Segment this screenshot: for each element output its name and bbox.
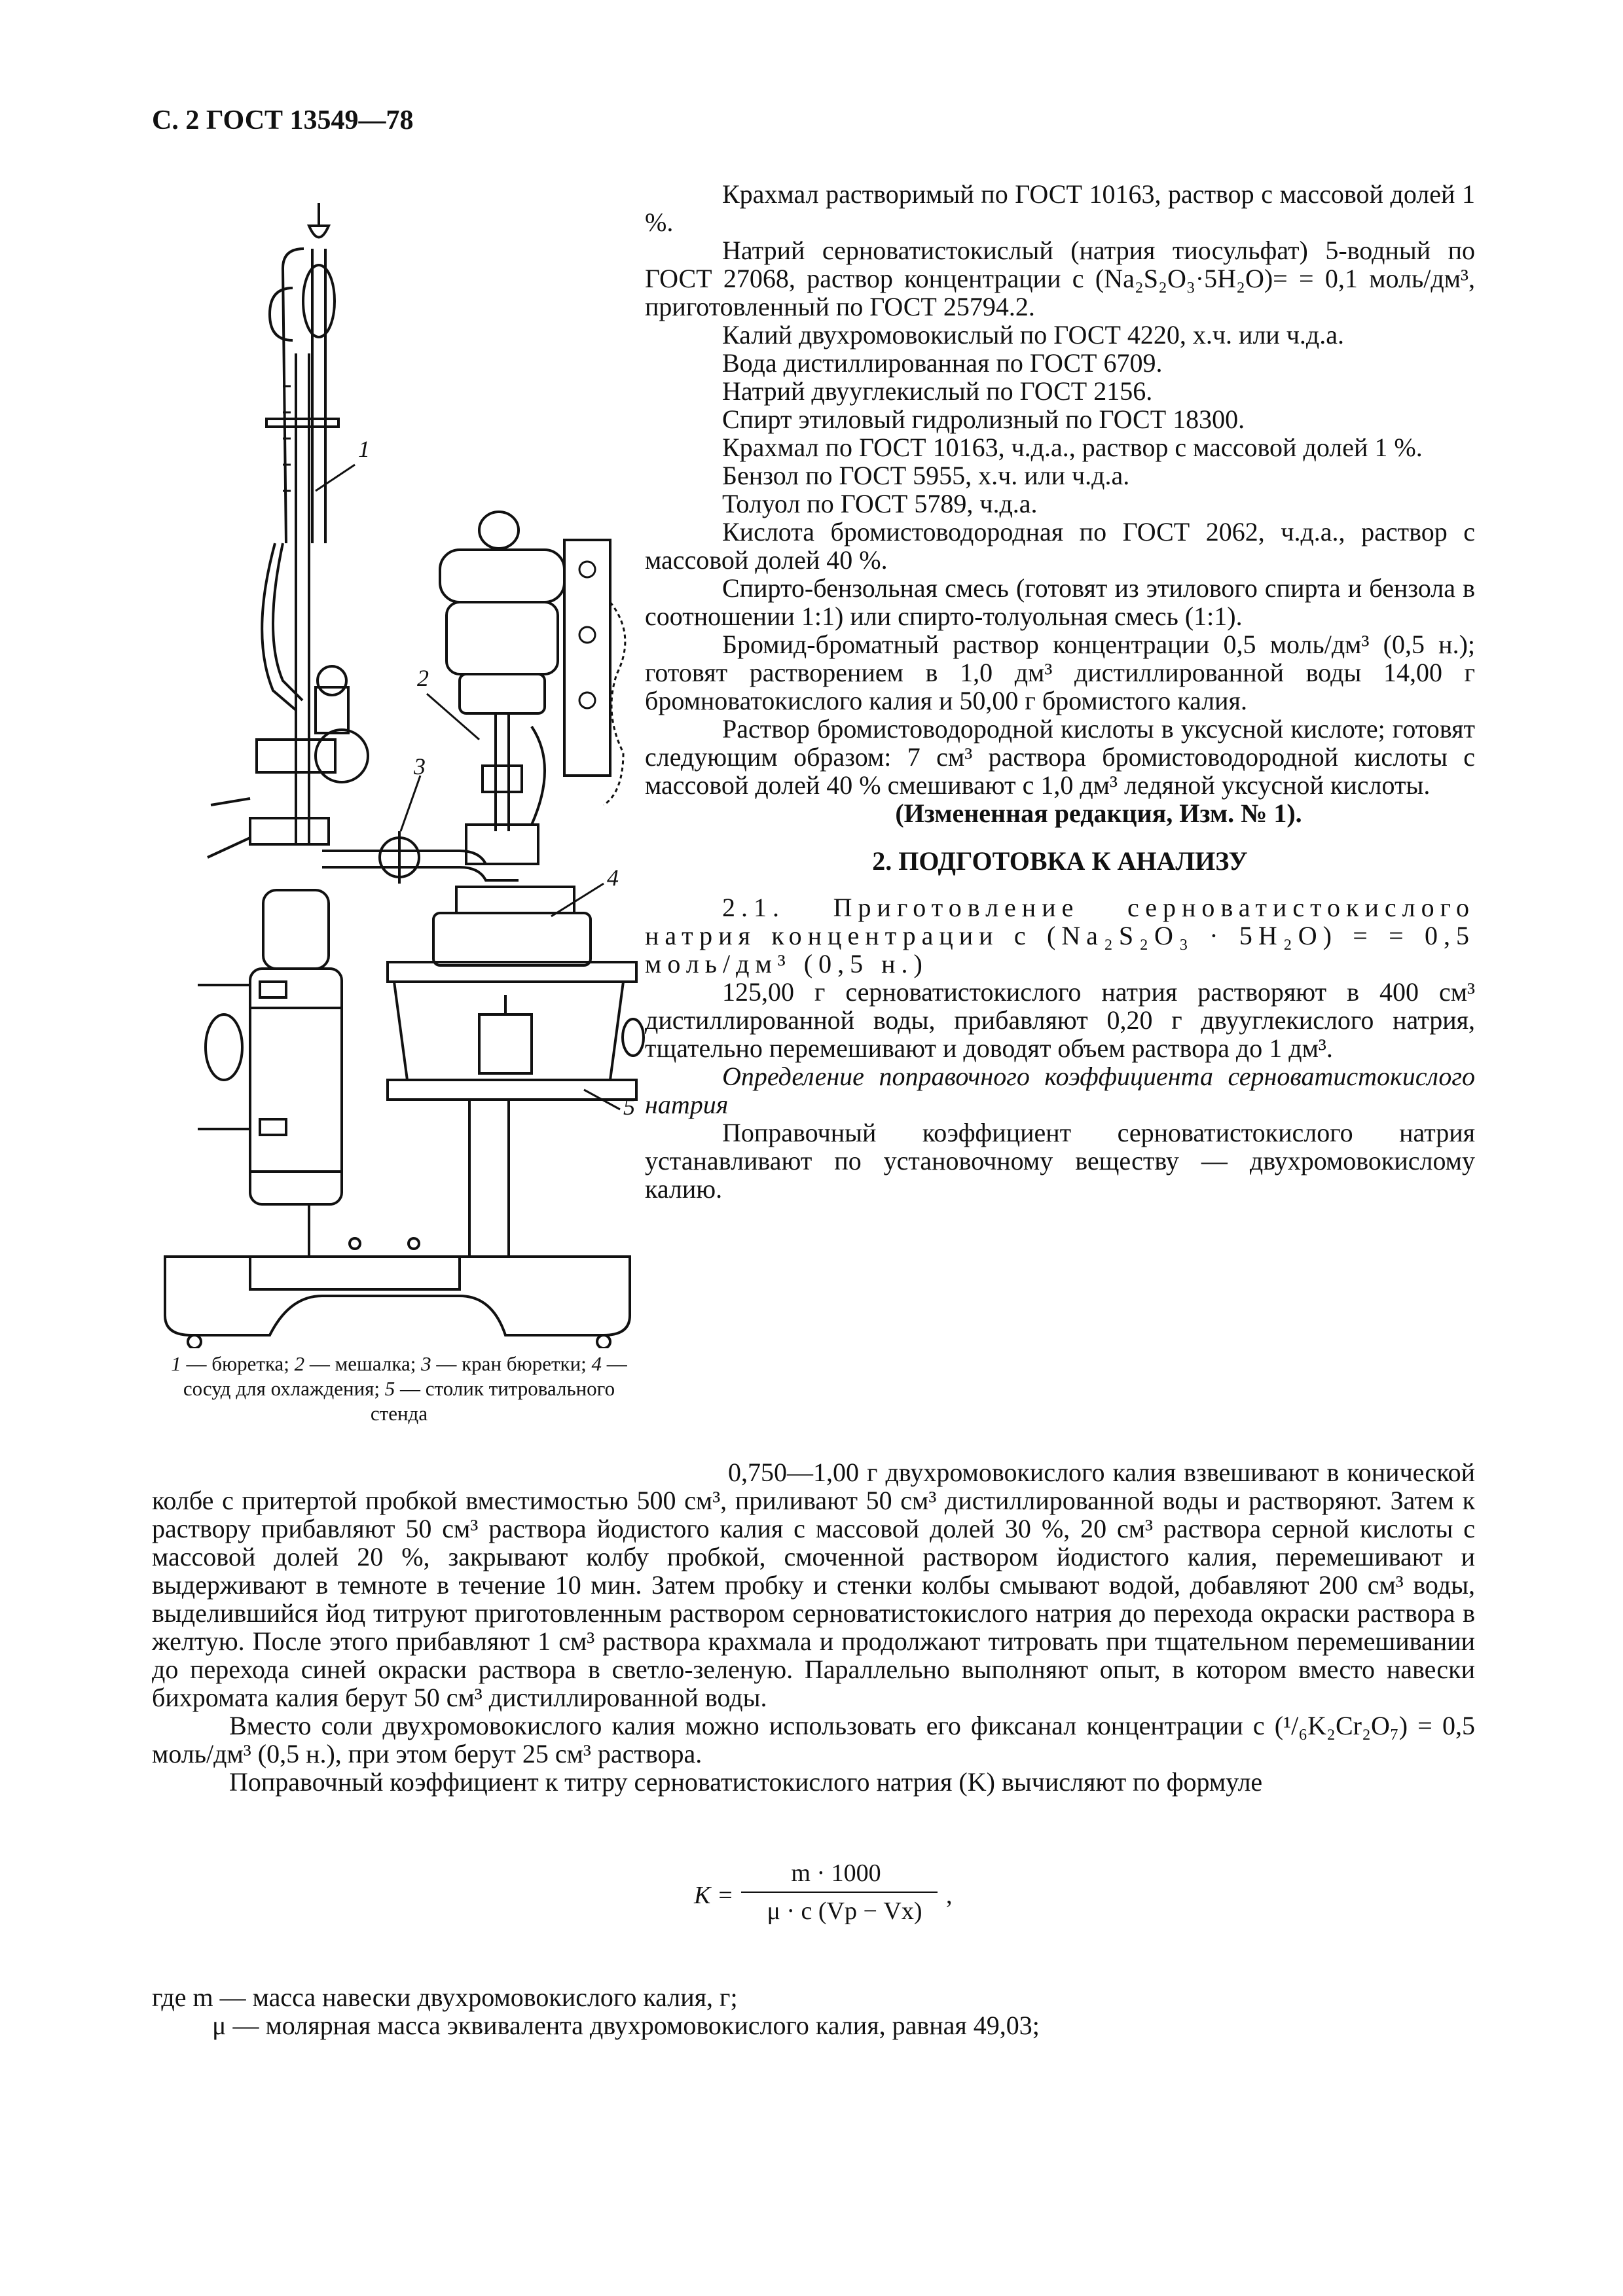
fixanal-paragraph: Вместо соли двухромовокислого калия можно использовать его фиксанал концентрации c (¹/₆K₂Cr₂O₇) = 0,5 моль/дм³ (0,5 н.), при этом берут 25 см³ раствора. [152, 1711, 1475, 1768]
reagent-toluene: Толуол по ГОСТ 5789, ч.д.а. [722, 489, 1038, 518]
where-mu: μ — молярная масса эквивалента двухромовокислого калия, равная 49,03; [212, 2011, 1040, 2040]
coef-paragraph: Поправочный коэффициент серноватистокислого натрия устанавливают по установочному веществу — двухромовокислому калию. [645, 1118, 1475, 1204]
figure-label-2: 2 [417, 665, 429, 691]
subsection-heading: 2.1. Приготовление серноватистокислого натрия концентрации c (Na₂S₂O₃ · 5H₂O) = = 0,5 моль/дм³ (0,5 н.) [645, 893, 1475, 978]
titration-stand-figure [152, 177, 663, 1348]
right-column [645, 180, 1475, 1203]
figure-label-3: 3 [414, 753, 426, 780]
where-m: где m — масса навески двухромовокислого калия, г; [152, 1982, 738, 2012]
reagent-bromide-bromate: Бромид-броматный раствор концентрации 0,5 моль/дм³ (0,5 н.); готовят растворением в 1,0 дм³ дистиллированной воды 14,00 г бромноватокислого калия и 50,00 г бромистого калия. [645, 630, 1475, 715]
formula-numerator: m · 1000 [791, 1859, 881, 1887]
reagent-hydrobromic-acid: Кислота бромистоводородная по ГОСТ 2062, ч.д.а., раствор с массовой долей 40 %. [645, 517, 1475, 575]
figure-label-1: 1 [358, 436, 370, 462]
reagent-starch: Крахмал по ГОСТ 10163, ч.д.а., раствор с массовой долей 1 %. [722, 433, 1423, 462]
reagent-sodium-thiosulfate: Натрий серноватистокислый (натрия тиосульфат) 5-водный по ГОСТ 27068, раствор концентрации c (Na₂S₂O₃·5H₂O)= = 0,1 моль/дм³, приготовленный по ГОСТ 25794.2. [645, 236, 1475, 321]
reagent-sodium-bicarbonate: Натрий двууглекислый по ГОСТ 2156. [722, 376, 1153, 406]
fraction-bar [741, 1892, 938, 1893]
amendment-note: (Измененная редакция, Изм. № 1). [895, 798, 1302, 828]
where-block [152, 1983, 1475, 2039]
titration-stand-drawing [152, 177, 663, 1348]
formula-denominator: μ · c (Vр − Vх) [767, 1897, 922, 1925]
formula-lhs: K = [694, 1882, 734, 1909]
formula-intro: Поправочный коэффициент к титру серноватистокислого натрия (K) вычисляют по формуле [229, 1767, 1263, 1797]
italic-heading: Определение поправочного коэффициента серноватистокислого натрия [645, 1062, 1475, 1119]
full-width-text [152, 1458, 1475, 1796]
reagent-hbr-acetic: Раствор бромистоводородной кислоты в уксусной кислоте; готовят следующим образом: 7 см³ раствора бромистоводородной кислоты с массовой долей 40 % смешивают с 1,0 дм³ ледяной уксусной кислоты. [645, 714, 1475, 800]
procedure-paragraph: 0,750—1,00 г двухромовокислого калия взвешивают в конической колбе с притертой пробкой вместимостью 500 см³, приливают 50 см³ дистиллированной воды и растворяют. Затем к раствору прибавляют 50 см³ раствора йодистого калия с массовой долей 30 %, 20 см³ раствора серной кислоты с массовой долей 20 %, закрывают колбу пробкой, смоченной раствором йодистого калия, перемешивают и выдерживают в темноте в течение 10 мин. Затем пробку и стенки колбы смывают водой, добавляют 200 см³ воды, выделившийся йод титруют приготовленным раствором серноватистокислого натрия до перехода окраски раствора в желтую. После этого прибавляют 1 см³ раствора крахмала и продолжают титровать при тщательном перемешивании до перехода синей окраски раствора в светло-зеленую. Параллельно выполняют опыт, в котором вместо навески бихромата калия берут 50 см³ дистиллированной воды. [152, 1458, 1475, 1712]
section-title: 2. ПОДГОТОВКА К АНАЛИЗУ [872, 846, 1248, 876]
figure-label-5: 5 [623, 1094, 635, 1120]
formula-k [694, 1854, 1021, 1932]
reagent-starch-soluble: Крахмал растворимый по ГОСТ 10163, раствор с массовой долей 1 %. [645, 179, 1475, 237]
reagent-benzene: Бензол по ГОСТ 5955, х.ч. или ч.д.а. [722, 461, 1130, 490]
formula-tail: , [946, 1882, 953, 1909]
reagent-alcohol-benzene-mix: Спирто-бензольная смесь (готовят из этилового спирта и бензола в соотношении 1:1) или спирто-толуольная смесь (1:1). [645, 573, 1475, 631]
reagent-ethyl-alcohol: Спирт этиловый гидролизный по ГОСТ 18300. [722, 404, 1245, 434]
prep-paragraph: 125,00 г серноватистокислого натрия растворяют в 400 см³ дистиллированной воды, прибавляют 0,20 г двууглекислого натрия, тщательно перемешивают и доводят объем раствора до 1 дм³. [645, 977, 1475, 1063]
page-header: С. 2 ГОСТ 13549—78 [152, 105, 414, 135]
figure-caption: 1 — бюретка; 2 — мешалка; 3 — кран бюретки; 4 — сосуд для охлаждения; 5 — столик титровального стенда [171, 1352, 627, 1425]
reagent-potassium-dichromate: Калий двухромовокислый по ГОСТ 4220, х.ч. или ч.д.а. [722, 320, 1345, 350]
figure-label-4: 4 [607, 865, 619, 891]
reagent-distilled-water: Вода дистиллированная по ГОСТ 6709. [722, 348, 1163, 378]
